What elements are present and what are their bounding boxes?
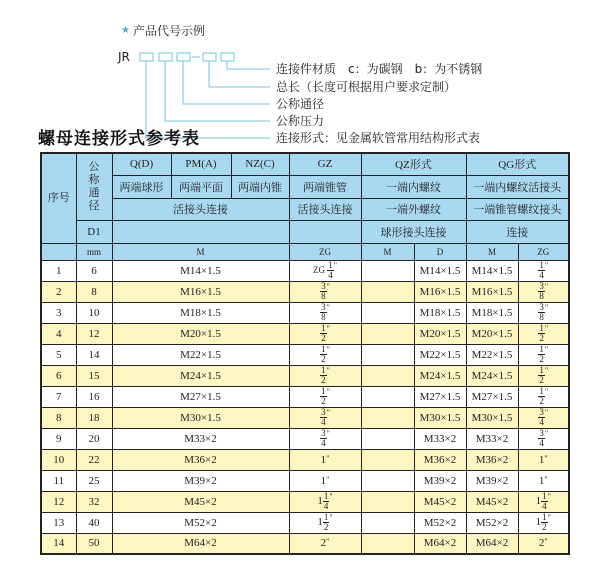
table-row — [41, 470, 569, 491]
code-box-2 — [159, 53, 172, 61]
gz-zg-thread — [289, 449, 361, 470]
gz-zg-thread — [289, 344, 361, 365]
legend-label-connection: 连接形式：见金属软管常用结构形式表 — [276, 131, 481, 145]
row-number: 1 — [41, 260, 76, 281]
qz-d-thread: M27×1.5 — [414, 386, 466, 407]
leader-line-1 — [227, 61, 270, 69]
qz-m-blank — [361, 407, 414, 428]
numerator: 3 — [539, 428, 544, 438]
code-box-5 — [221, 53, 234, 61]
denominator: 4 — [539, 438, 544, 448]
qg-zg-thread — [518, 281, 569, 302]
row-number: 6 — [41, 365, 76, 386]
gz-zg-thread — [289, 428, 361, 449]
header-gz-union: 活接头连接 — [289, 198, 361, 220]
m-thread: M45×2 — [112, 491, 289, 512]
numerator: 1 — [542, 512, 547, 522]
gz-zg-thread — [289, 407, 361, 428]
qg-m-thread: M20×1.5 — [466, 323, 518, 344]
m-thread: M16×1.5 — [112, 281, 289, 302]
inch-mark: " — [326, 324, 330, 333]
qz-m-blank — [361, 428, 414, 449]
denominator: 4 — [323, 501, 329, 511]
row-number: 14 — [41, 533, 76, 554]
row-number: 9 — [41, 428, 76, 449]
m-thread: M39×2 — [112, 470, 289, 491]
qz-m-blank — [361, 365, 414, 386]
table-row — [41, 428, 569, 449]
qz-d-thread: M39×2 — [414, 470, 466, 491]
inch-mark: " — [329, 492, 333, 501]
whole-number: 1 — [535, 495, 542, 508]
denominator: 2 — [321, 354, 326, 364]
code-box-1 — [140, 53, 153, 61]
whole-number: 1 — [538, 453, 545, 466]
zg-prefix: ZG — [312, 265, 328, 276]
qg-m-thread: M30×1.5 — [466, 407, 518, 428]
table-row — [41, 491, 569, 512]
nominal-diameter: 14 — [76, 344, 112, 365]
table-row — [41, 260, 569, 281]
whole-number: 1 — [317, 495, 323, 508]
qg-zg-thread — [518, 365, 569, 386]
inch-mark: " — [326, 366, 330, 375]
header-gz-blank — [289, 220, 361, 243]
nominal-diameter: 15 — [76, 365, 112, 386]
numerator: 1 — [539, 323, 544, 333]
header-qg-zg: ZG — [518, 243, 569, 260]
m-thread: M52×2 — [112, 512, 289, 533]
qg-zg-thread — [518, 512, 569, 533]
qz-d-thread: M24×1.5 — [414, 365, 466, 386]
denominator: 8 — [539, 291, 544, 301]
gz-zg-thread — [289, 386, 361, 407]
nominal-diameter: 8 — [76, 281, 112, 302]
header-m: M — [112, 243, 289, 260]
header-gz-desc: 两端锥管 — [289, 175, 361, 198]
whole-number: 1 — [320, 474, 327, 487]
denominator: 8 — [321, 312, 326, 322]
legend-label-diameter: 公称通径 — [276, 97, 325, 111]
numerator: 1 — [542, 491, 547, 501]
qz-d-thread: M33×2 — [414, 428, 466, 449]
denominator: 2 — [321, 396, 326, 406]
qg-m-thread: M27×1.5 — [466, 386, 518, 407]
qz-m-blank — [361, 260, 414, 281]
header-seq: 序号 — [41, 153, 76, 243]
qg-m-thread: M39×2 — [466, 470, 518, 491]
qg-zg-thread — [518, 449, 569, 470]
header-qz-m: M — [361, 243, 414, 260]
inch-mark: " — [544, 453, 548, 463]
numerator: 3 — [321, 407, 326, 417]
qz-m-blank — [361, 323, 414, 344]
header-pm-desc: 两端平面 — [171, 175, 231, 198]
qg-zg-thread — [518, 533, 569, 554]
denominator: 2 — [539, 375, 544, 385]
inch-mark: " — [329, 513, 333, 522]
header-qg-desc1: 一端内螺纹活接头 — [466, 175, 569, 198]
header-qz-desc1: 一端内螺纹 — [361, 175, 466, 198]
qz-d-thread: M14×1.5 — [414, 260, 466, 281]
code-box-3 — [177, 53, 190, 61]
nut-connection-table — [40, 152, 570, 555]
table-row — [41, 281, 569, 302]
denominator: 8 — [321, 291, 326, 301]
whole-number: 1 — [538, 474, 545, 487]
row-number: 8 — [41, 407, 76, 428]
numerator: 1 — [539, 386, 544, 396]
numerator: 3 — [321, 428, 326, 438]
header-qz-desc3: 球形接头连接 — [361, 220, 466, 243]
qz-d-thread: M36×2 — [414, 449, 466, 470]
table-row — [41, 344, 569, 365]
header-qg-desc2: 一端锥管螺纹接头 — [466, 198, 569, 220]
m-thread: M18×1.5 — [112, 302, 289, 323]
qz-d-thread: M22×1.5 — [414, 344, 466, 365]
header-qz: QZ形式 — [361, 153, 466, 175]
qz-d-thread: M30×1.5 — [414, 407, 466, 428]
inch-mark: " — [326, 303, 330, 312]
table-row — [41, 512, 569, 533]
qz-d-thread: M45×2 — [414, 491, 466, 512]
qg-m-thread: M33×2 — [466, 428, 518, 449]
inch-mark: " — [326, 282, 330, 291]
legend-heading: 产品代号示例 — [133, 24, 206, 38]
row-number: 3 — [41, 302, 76, 323]
denominator: 2 — [539, 396, 544, 406]
gz-zg-thread — [289, 260, 361, 281]
gz-zg-thread — [289, 470, 361, 491]
code-box-4 — [203, 53, 216, 61]
header-q: Q(D) — [112, 153, 171, 175]
inch-mark: " — [544, 303, 549, 312]
nominal-diameter: 40 — [76, 512, 112, 533]
inch-mark: " — [544, 261, 549, 270]
qz-d-thread: M64×2 — [414, 533, 466, 554]
inch-mark: " — [326, 453, 330, 463]
denominator: 2 — [542, 522, 547, 532]
header-seq-blank — [41, 243, 76, 260]
header-nz-desc: 两端内锥 — [231, 175, 289, 198]
numerator: 1 — [321, 365, 326, 375]
header-nz: NZ(C) — [231, 153, 289, 175]
qg-m-thread: M22×1.5 — [466, 344, 518, 365]
qg-zg-thread — [518, 407, 569, 428]
leader-line-2 — [209, 61, 270, 87]
m-thread: M36×2 — [112, 449, 289, 470]
numerator: 3 — [321, 281, 326, 291]
inch-mark: " — [544, 474, 548, 484]
denominator: 2 — [321, 333, 326, 343]
legend-label-length: 总长（长度可根据用户要求定制） — [276, 80, 457, 94]
table-row — [41, 407, 569, 428]
table-row — [41, 302, 569, 323]
whole-number: 1 — [317, 516, 323, 529]
inch-mark: " — [326, 408, 330, 417]
inch-mark: " — [544, 324, 549, 333]
table-title: 螺母连接形式参考表 — [38, 129, 200, 149]
nominal-diameter: 18 — [76, 407, 112, 428]
qg-m-thread: M24×1.5 — [466, 365, 518, 386]
inch-mark: " — [547, 492, 551, 501]
qz-d-thread: M16×1.5 — [414, 281, 466, 302]
qz-d-thread: M52×2 — [414, 512, 466, 533]
denominator: 4 — [321, 417, 326, 427]
numerator: 1 — [323, 512, 329, 522]
gz-zg-thread — [289, 491, 361, 512]
gz-zg-thread — [289, 365, 361, 386]
numerator: 3 — [321, 302, 326, 312]
inch-mark: " — [544, 282, 549, 291]
row-number: 11 — [41, 470, 76, 491]
qg-m-thread: M16×1.5 — [466, 281, 518, 302]
qg-zg-thread — [518, 470, 569, 491]
nominal-diameter: 6 — [76, 260, 112, 281]
table-row — [41, 449, 569, 470]
header-qz-d: D — [414, 243, 466, 260]
star-icon: ★ — [121, 25, 130, 36]
numerator: 1 — [328, 260, 333, 270]
nominal-diameter: 25 — [76, 470, 112, 491]
gz-zg-thread — [289, 302, 361, 323]
gz-zg-thread — [289, 512, 361, 533]
m-thread: M20×1.5 — [112, 323, 289, 344]
numerator: 1 — [323, 491, 329, 501]
denominator: 4 — [542, 501, 547, 511]
leader-line-4 — [165, 61, 270, 121]
nominal-diameter: 10 — [76, 302, 112, 323]
inch-mark: " — [326, 429, 330, 438]
gz-zg-thread — [289, 323, 361, 344]
denominator: 8 — [539, 312, 544, 322]
qg-zg-thread — [518, 491, 569, 512]
inch-mark: " — [326, 387, 330, 396]
inch-mark: " — [547, 513, 551, 522]
qz-m-blank — [361, 281, 414, 302]
nominal-diameter: 50 — [76, 533, 112, 554]
nominal-diameter: 22 — [76, 449, 112, 470]
numerator: 1 — [539, 344, 544, 354]
numerator: 3 — [539, 281, 544, 291]
numerator: 1 — [321, 386, 326, 396]
denominator: 4 — [328, 270, 333, 280]
denominator: 4 — [539, 270, 544, 280]
whole-number: 2 — [320, 537, 327, 550]
numerator: 1 — [321, 344, 326, 354]
legend-label-material: 连接件材质 c：为碳钢 b：为不锈钢 — [276, 62, 483, 76]
row-number: 5 — [41, 344, 76, 365]
row-number: 10 — [41, 449, 76, 470]
numerator: 1 — [539, 260, 544, 270]
header-d1: D1 — [76, 220, 112, 243]
numerator: 3 — [539, 407, 544, 417]
qz-d-thread: M18×1.5 — [414, 302, 466, 323]
numerator: 1 — [539, 365, 544, 375]
m-thread: M24×1.5 — [112, 365, 289, 386]
m-thread: M64×2 — [112, 533, 289, 554]
header-blank — [112, 220, 289, 243]
qz-m-blank — [361, 302, 414, 323]
inch-mark: " — [544, 429, 549, 438]
qg-m-thread: M64×2 — [466, 533, 518, 554]
header-union: 活接头连接 — [112, 198, 289, 220]
code-prefix: JR — [118, 50, 130, 64]
qz-m-blank — [361, 512, 414, 533]
inch-mark: " — [544, 408, 549, 417]
denominator: 2 — [323, 522, 329, 532]
qg-zg-thread — [518, 302, 569, 323]
header-qz-desc2: 一端外螺纹 — [361, 198, 466, 220]
row-number: 7 — [41, 386, 76, 407]
qz-d-thread: M20×1.5 — [414, 323, 466, 344]
header-zg: ZG — [289, 243, 361, 260]
header-mm: mm — [76, 243, 112, 260]
qz-m-blank — [361, 533, 414, 554]
denominator: 4 — [321, 438, 326, 448]
whole-number: 1 — [535, 516, 542, 529]
m-thread: M33×2 — [112, 428, 289, 449]
numerator: 3 — [539, 302, 544, 312]
qg-m-thread: M52×2 — [466, 512, 518, 533]
qz-m-blank — [361, 470, 414, 491]
row-number: 2 — [41, 281, 76, 302]
qg-zg-thread — [518, 386, 569, 407]
gz-zg-thread — [289, 281, 361, 302]
inch-mark: " — [544, 537, 548, 547]
table-row — [41, 365, 569, 386]
qg-m-thread: M45×2 — [466, 491, 518, 512]
inch-mark: " — [544, 387, 549, 396]
nominal-diameter: 32 — [76, 491, 112, 512]
qg-zg-thread — [518, 323, 569, 344]
nominal-diameter: 16 — [76, 386, 112, 407]
m-thread: M22×1.5 — [112, 344, 289, 365]
qz-m-blank — [361, 344, 414, 365]
header-nominal: 公称通径 — [76, 153, 112, 220]
inch-mark: " — [326, 345, 330, 354]
qz-m-blank — [361, 386, 414, 407]
table-row — [41, 323, 569, 344]
inch-mark: " — [333, 261, 337, 270]
whole-number: 1 — [320, 453, 327, 466]
row-number: 12 — [41, 491, 76, 512]
whole-number: 2 — [538, 537, 545, 550]
qg-zg-thread — [518, 260, 569, 281]
row-number: 4 — [41, 323, 76, 344]
qg-zg-thread — [518, 428, 569, 449]
header-qg-m: M — [466, 243, 518, 260]
header-gz: GZ — [289, 153, 361, 175]
header-q-desc: 两端球形 — [112, 175, 171, 198]
inch-mark: " — [544, 345, 549, 354]
qg-m-thread: M36×2 — [466, 449, 518, 470]
row-number: 13 — [41, 512, 76, 533]
m-thread: M14×1.5 — [112, 260, 289, 281]
qz-m-blank — [361, 449, 414, 470]
legend-label-pressure: 公称压力 — [276, 114, 325, 128]
inch-mark: " — [326, 474, 330, 484]
inch-mark: " — [326, 537, 330, 547]
numerator: 1 — [321, 323, 326, 333]
header-pm: PM(A) — [171, 153, 231, 175]
denominator: 4 — [539, 417, 544, 427]
qg-m-thread: M14×1.5 — [466, 260, 518, 281]
nominal-diameter: 20 — [76, 428, 112, 449]
header-qg-desc3: 连接 — [466, 220, 569, 243]
table-row — [41, 386, 569, 407]
m-thread: M30×1.5 — [112, 407, 289, 428]
qg-zg-thread — [518, 344, 569, 365]
header-qg: QG形式 — [466, 153, 569, 175]
gz-zg-thread — [289, 533, 361, 554]
nominal-diameter: 12 — [76, 323, 112, 344]
denominator: 2 — [321, 375, 326, 385]
qg-m-thread: M18×1.5 — [466, 302, 518, 323]
denominator: 2 — [539, 333, 544, 343]
inch-mark: " — [544, 366, 549, 375]
denominator: 2 — [539, 354, 544, 364]
qz-m-blank — [361, 491, 414, 512]
m-thread: M27×1.5 — [112, 386, 289, 407]
table-row — [41, 533, 569, 554]
